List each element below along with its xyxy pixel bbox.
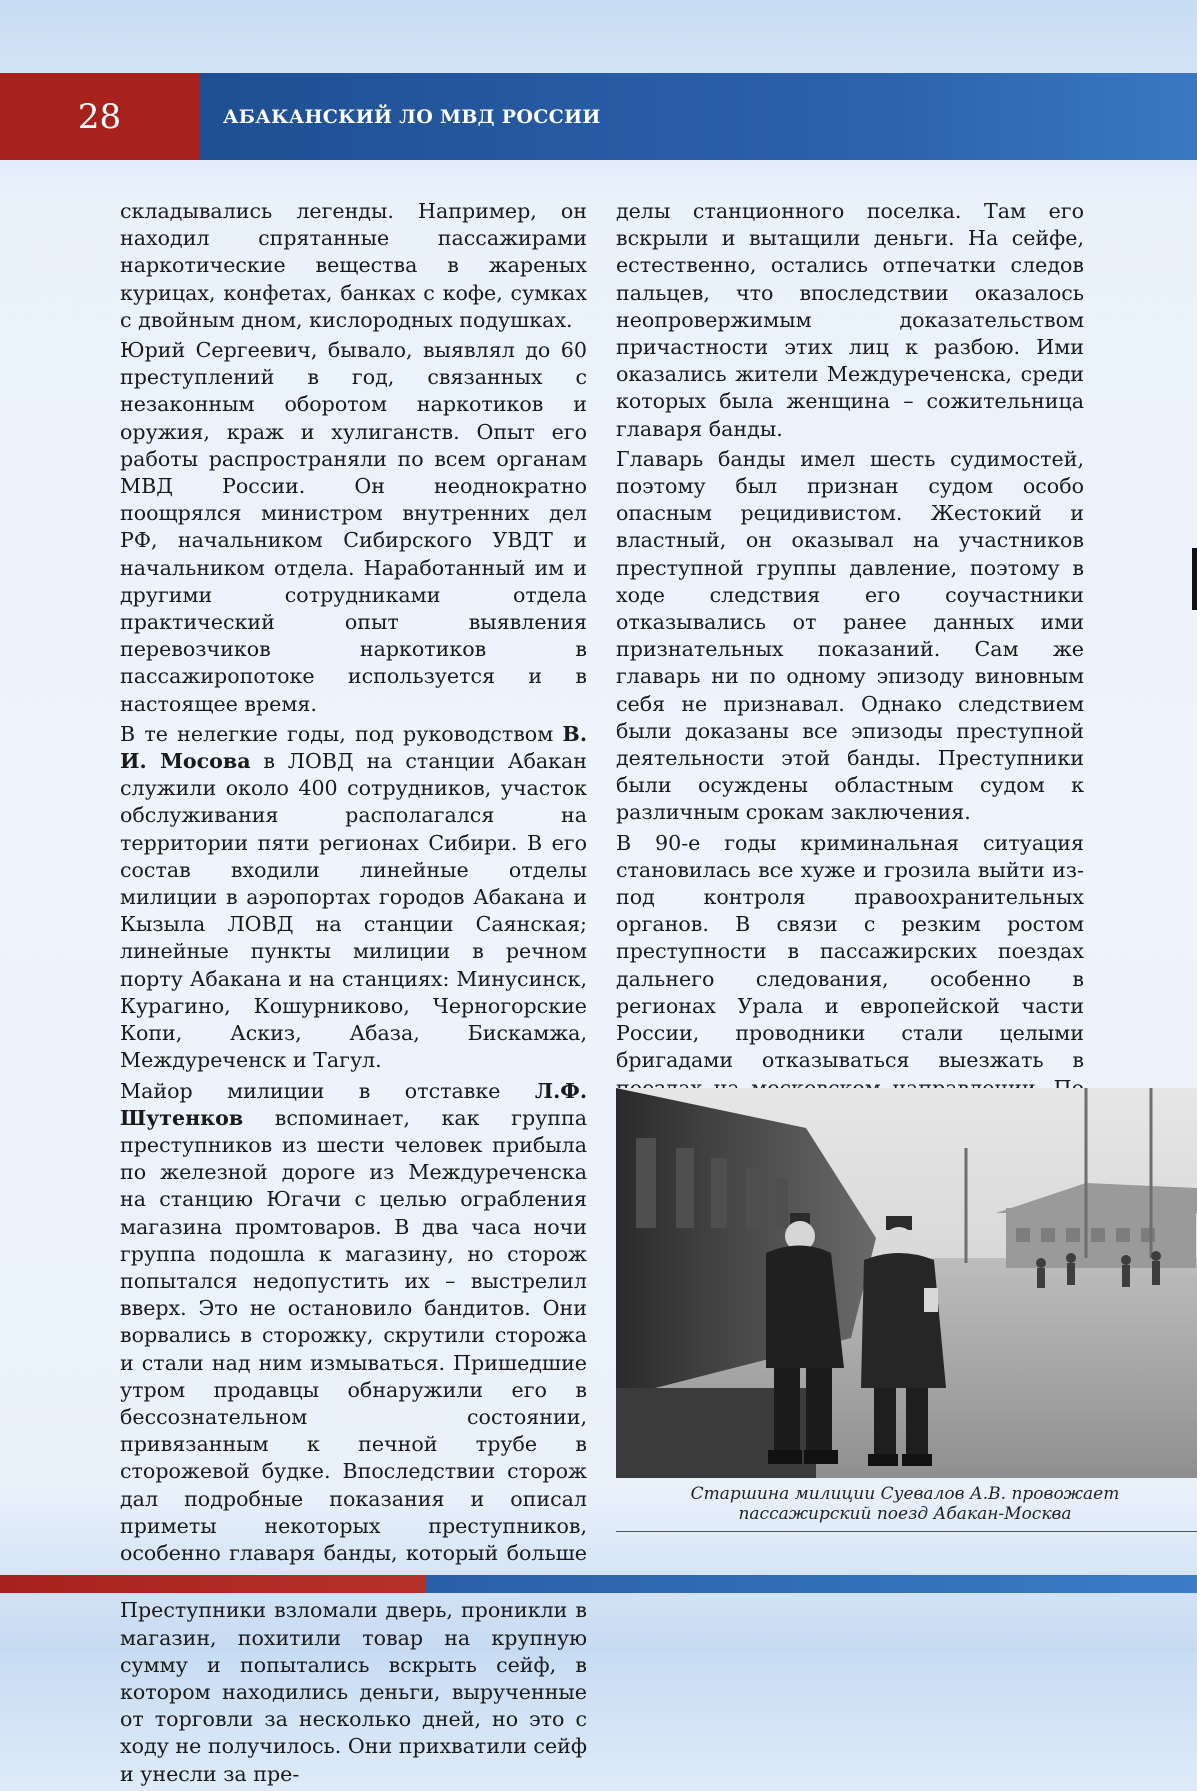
caption-line: пассажирский поезд Абакан-Москва bbox=[738, 1504, 1072, 1524]
right-column bbox=[616, 198, 1084, 1241]
footer-blue-segment bbox=[425, 1575, 1197, 1593]
footer-red-segment bbox=[0, 1575, 425, 1593]
station-photo bbox=[616, 1088, 1197, 1478]
footer-bar bbox=[0, 1575, 1197, 1593]
paragraph: В те нелегкие годы, под руководством В. И. Мосова в ЛОВД на станции Абакан служили около 400 сотрудников, участок обслуживания располагался на территории пяти регионах Сибири. В его состав входили линейные отделы милиции в аэропортах городов Абакана и Кызыла ЛОВД на станции Саянская; линейные пункты милиции в речном порту Абакана и на станциях: Минусинск, Курагино, Кошурниково, Черногорские Копи, Аскиз, Абаза, Бискамжа, Междуреченск и Тагул. bbox=[120, 721, 587, 1073]
paragraph: Юрий Сергеевич, бывало, выявлял до 60 преступлений в год, связанных с незаконным оборотом наркотиков и оружия, краж и хулиганств. Опыт его работы распространяли по всем органам МВД России. Он неоднократно поощрялся министром внутренних дел РФ, начальником Сибирского УВДТ и начальником отдела. Наработанный им и другими сотрудниками отдела практический опыт выявления перевозчиков наркотиков в пассажиропотоке используется и в настоящее время. bbox=[120, 338, 587, 716]
running-title: АБАКАНСКИЙ ЛО МВД РОССИИ bbox=[199, 73, 1197, 160]
photo-caption bbox=[640, 1484, 1170, 1524]
caption-divider bbox=[616, 1531, 1197, 1532]
paragraph: Главарь банды имел шесть судимостей, поэтому был признан судом особо опасным рецидивистом. Жестокий и властный, он оказывал на участников преступной группы давление, поэтому в ходе следствия его соучастники отказывались от ранее данных ими признательных показаний. Сам же главарь ни по одному эпизоду виновным себя не признавал. Однако следствием были доказаны все эпизоды преступной деятельности этой банды. Преступники были осуждены областным судом к различным срокам заключения. bbox=[616, 446, 1084, 825]
paragraph: Майор милиции в отставке Л.Ф. Шутенков вспоминает, как группа преступников из шести человек прибыла по железной дороге из Междуреченска на станцию Югачи с целью ограбления магазина промтоваров. В два часа ночи группа подошла к магазину, но сторож попытался недопустить их – выстрелил вверх. Это не остановило бандитов. Они ворвались в сторожку, скрутили сторожа и стали над ним измываться. Пришедшие утром продавцы обнаружили его в бессознательном состоянии, привязанным к печной трубе в сторожевой будке. Впоследствии сторож дал подробные показания и описал приметы некоторых преступников, особенно главаря банды, который больше bbox=[120, 1078, 587, 1565]
page-number: 28 bbox=[0, 73, 199, 160]
left-column bbox=[120, 198, 587, 1791]
paragraph: складывались легенды. Например, он находил спрятанные пассажирами наркотические вещества в жареных курицах, конфетах, банках с кофе, сумках с двойным дном, кислородных подушках. bbox=[120, 199, 587, 332]
paragraph: В 90-е годы криминальная ситуация становилась все хуже и грозила выйти из-под контроля правоохранительных органов. В связи с резким ростом преступности в пассажирских поездах дальнего следования, особенно в регионах Урала и европейской части России, проводники стали целыми бригадами отказываться выезжать в bbox=[616, 830, 1084, 1073]
paragraph: делы станционного поселка. Там его вскрыли и вытащили деньги. На сейфе, естественно, остались отпечатки следов пальцев, что впоследствии оказалось неопровержимым доказательством причастности этих лиц к разбою. Ими оказались жители Междуреченска, среди которых была женщина – сожительница главаря банды. bbox=[616, 199, 1084, 441]
person-name: Л.Ф. Шутенков bbox=[120, 1078, 587, 1130]
caption-line: Старшина милиции Суевалов А.В. провожает bbox=[690, 1484, 1120, 1504]
person-name: В. И. Мосова bbox=[120, 721, 587, 774]
page-header bbox=[0, 73, 1197, 160]
paragraph: Преступники взломали дверь, проникли в магазин, похитили товар на крупную сумму и попытались вскрыть сейф, в котором находились деньги, вырученные от торговли за несколько дней, но это с ходу не получилось. Они прихватили сейф и унесли за пре- bbox=[120, 1598, 587, 1786]
page-edge-marker bbox=[1192, 548, 1197, 610]
